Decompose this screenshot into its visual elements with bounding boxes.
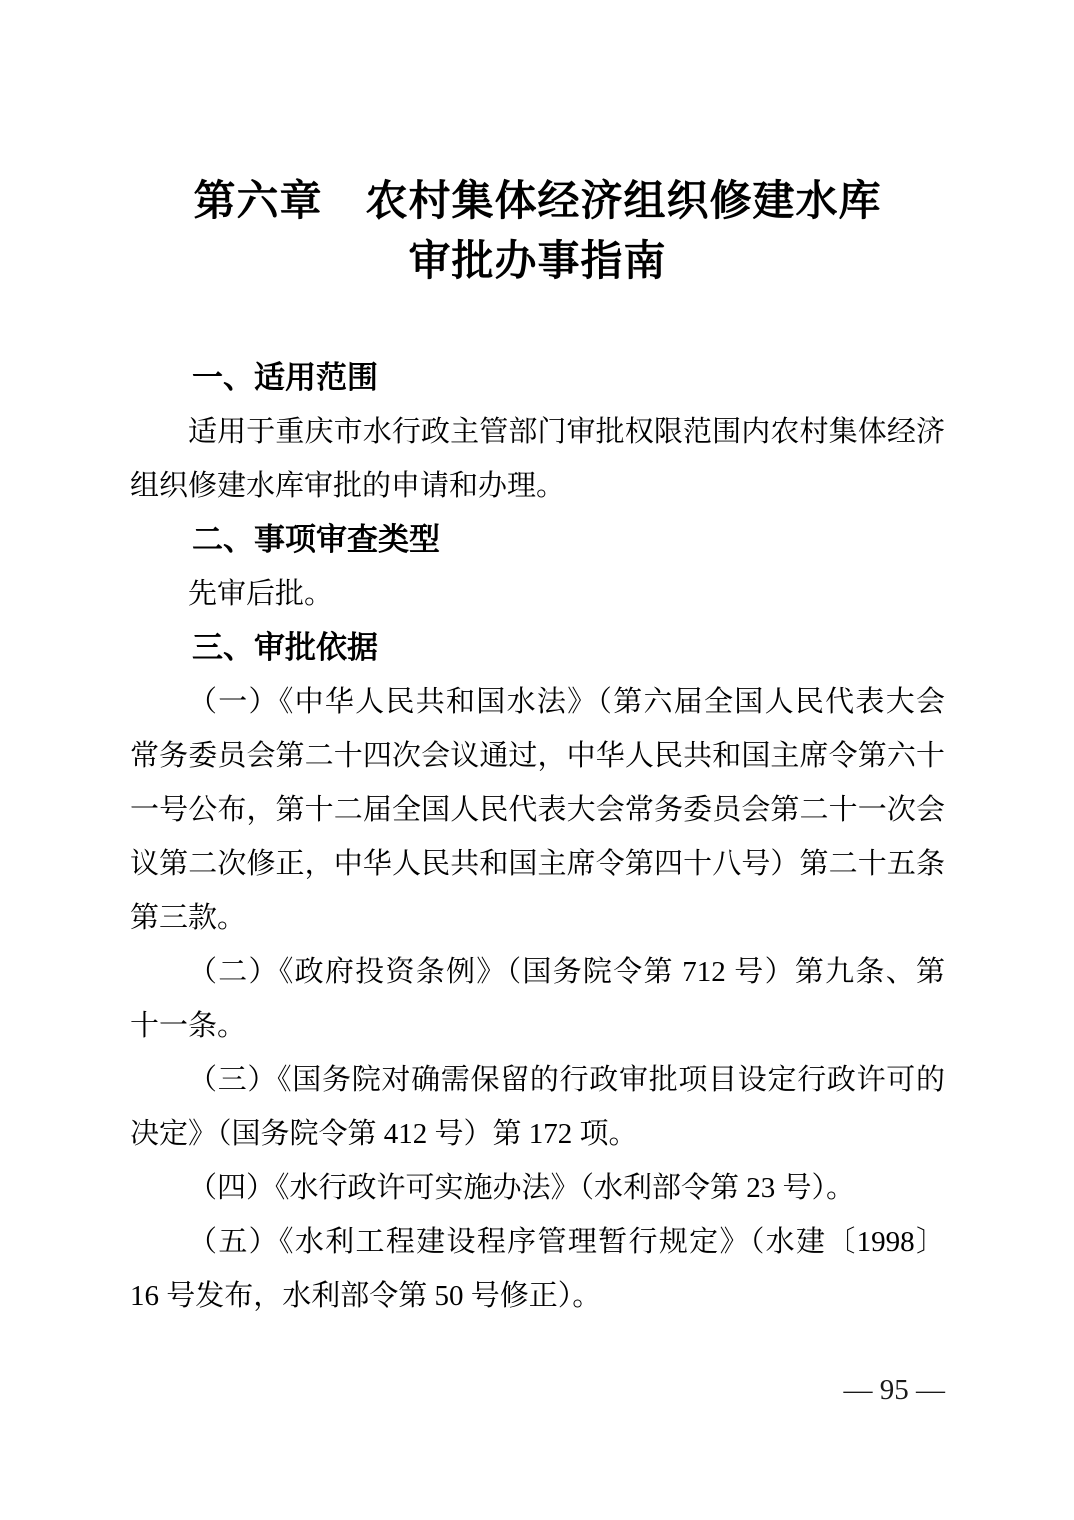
section-heading-scope: 一、适用范围	[192, 360, 378, 395]
paragraph-line: （五）《水利工程建设程序管理暂行规定》（水建〔1998〕	[188, 1226, 945, 1258]
page-number: — 95 —	[843, 1374, 945, 1406]
paragraph-line: （一）《中华人民共和国水法》（第六届全国人民代表大会	[188, 686, 945, 718]
paragraph-line: 议第二次修正，中华人民共和国主席令第四十八号）第二十五条	[130, 848, 945, 880]
paragraph-line: 一号公布，第十二届全国人民代表大会常务委员会第二十一次会	[130, 794, 945, 826]
paragraph-line: 常务委员会第二十四次会议通过，中华人民共和国主席令第六十	[130, 740, 945, 772]
chapter-title-line1: 第六章 农村集体经济组织修建水库	[193, 179, 882, 225]
chapter-title	[130, 172, 945, 292]
chapter-title-line2: 审批办事指南	[408, 239, 667, 285]
paragraph-line: 适用于重庆市水行政主管部门审批权限范围内农村集体经济	[188, 416, 945, 448]
paragraph-line: 十一条。	[130, 1010, 247, 1042]
section-heading-approval-basis: 三、审批依据	[192, 630, 378, 665]
paragraph-line: （二）《政府投资条例》（国务院令第 712 号）第九条、第	[188, 956, 945, 988]
paragraph-line: （四）《水行政许可实施办法》（水利部令第 23 号）。	[188, 1172, 856, 1204]
paragraph-line: 16 号发布，水利部令第 50 号修正）。	[130, 1280, 602, 1312]
paragraph-line: 先审后批。	[188, 578, 334, 610]
document-body	[130, 351, 945, 1323]
paragraph-line: 决定》（国务院令第 412 号）第 172 项。	[130, 1118, 638, 1150]
section-heading-review-type: 二、事项审查类型	[192, 522, 440, 557]
paragraph-line: （三）《国务院对确需保留的行政审批项目设定行政许可的	[188, 1064, 945, 1096]
paragraph-line: 组织修建水库审批的申请和办理。	[130, 470, 566, 502]
page-footer	[844, 1370, 946, 1410]
paragraph-line: 第三款。	[130, 902, 247, 934]
